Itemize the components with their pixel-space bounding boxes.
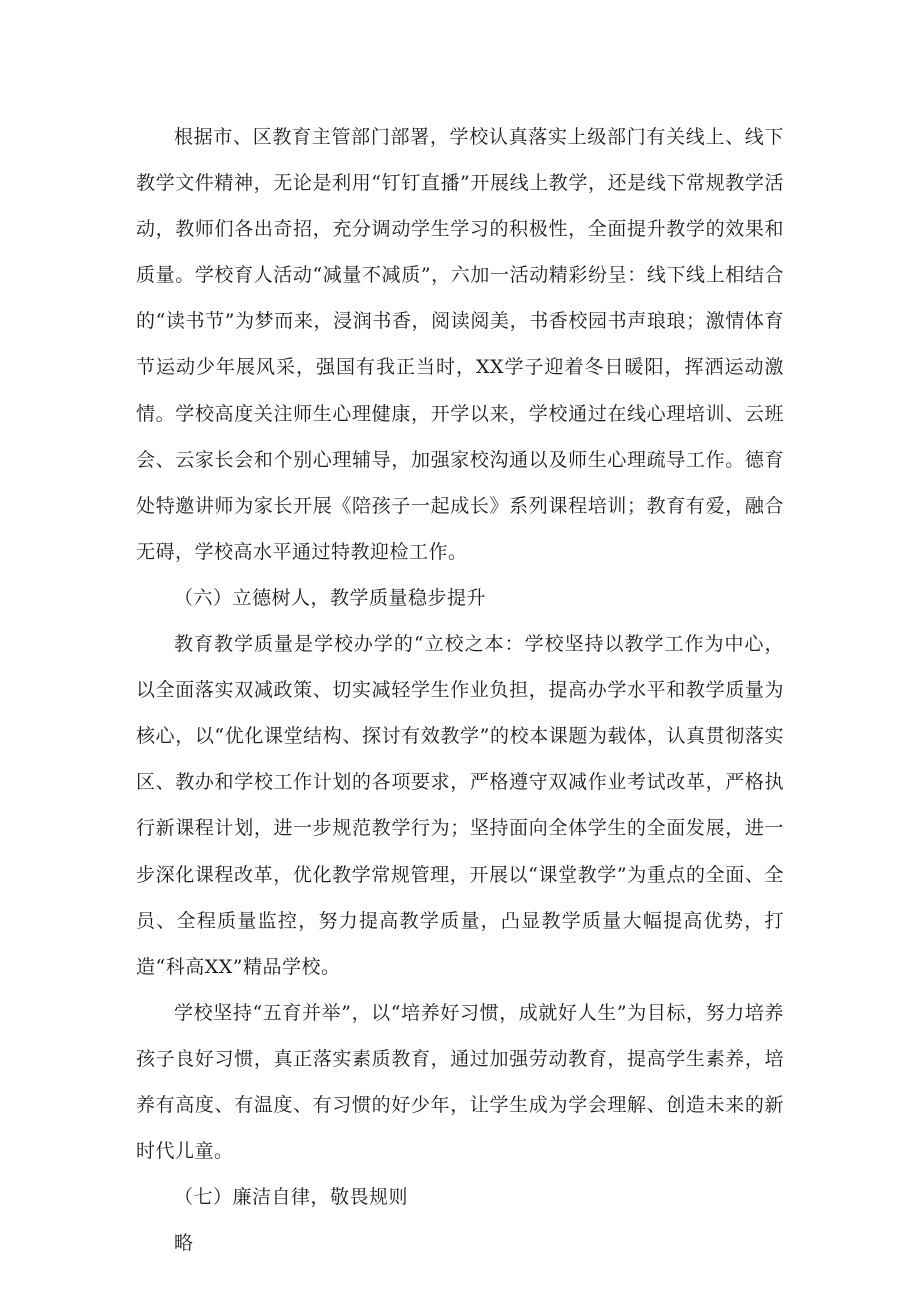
section-heading-six: （六）立德树人，教学质量稳步提升 <box>174 586 487 609</box>
paragraph-five-education: 学校坚持“五育并举”，以“培养好习惯，成就好人生”为目标，努力培养孩子良好习惯，真正落实素质教育，通过加强劳动教育，提高学生素养，培养有高度、有温度、有习惯的好少年，让学生成为学会理解、创造未来的新时代儿童。 <box>136 1001 784 1163</box>
text-column <box>136 114 784 1266</box>
section-heading-seven: （七）廉洁自律，敬畏规则 <box>174 1186 409 1209</box>
paragraph-education-activities: 根据市、区教育主管部门部署，学校认真落实上级部门有关线上、线下教学文件精神，无论是利用“钉钉直播”开展线上教学，还是线下常规教学活动，教师们各出奇招，充分调动学生学习的积极性，全面提升教学的效果和质量。学校育人活动“减量不减质”，六加一活动精彩纷呈：线下线上相结合的“读书节”为梦而来，浸润书香，阅读阅美，书香校园书声琅琅；激情体育节运动少年展风采，强国有我正当时，XX学子迎着冬日暖阳，挥洒运动激情。学校高度关注师生心理健康，开学以来，学校通过在线心理培训、云班会、云家长会和个别心理辅导，加强家校沟通以及师生心理疏导工作。德育处特邀讲师为家长开展《陪孩子一起成长》系列课程培训；教育有爱，融合无碍，学校高水平通过特教迎检工作。 <box>136 126 784 563</box>
paragraph-omitted: 略 <box>174 1232 194 1255</box>
paragraph-teaching-quality: 教育教学质量是学校办学的“立校之本：学校坚持以教学工作为中心，以全面落实双减政策、切实减轻学生作业负担，提高办学水平和教学质量为核心，以“优化课堂结构、探讨有效教学”的校本课题为载体，认真贯彻落实区、教办和学校工作计划的各项要求，严格遵守双减作业考试改革，严格执行新课程计划，进一步规范教学行为；坚持面向全体学生的全面发展，进一步深化课程改革，优化教学常规管理，开展以“课堂教学”为重点的全面、全员、全程质量监控，努力提高教学质量，凸显教学质量大幅提高优势，打造“科高XX”精品学校。 <box>136 633 784 978</box>
